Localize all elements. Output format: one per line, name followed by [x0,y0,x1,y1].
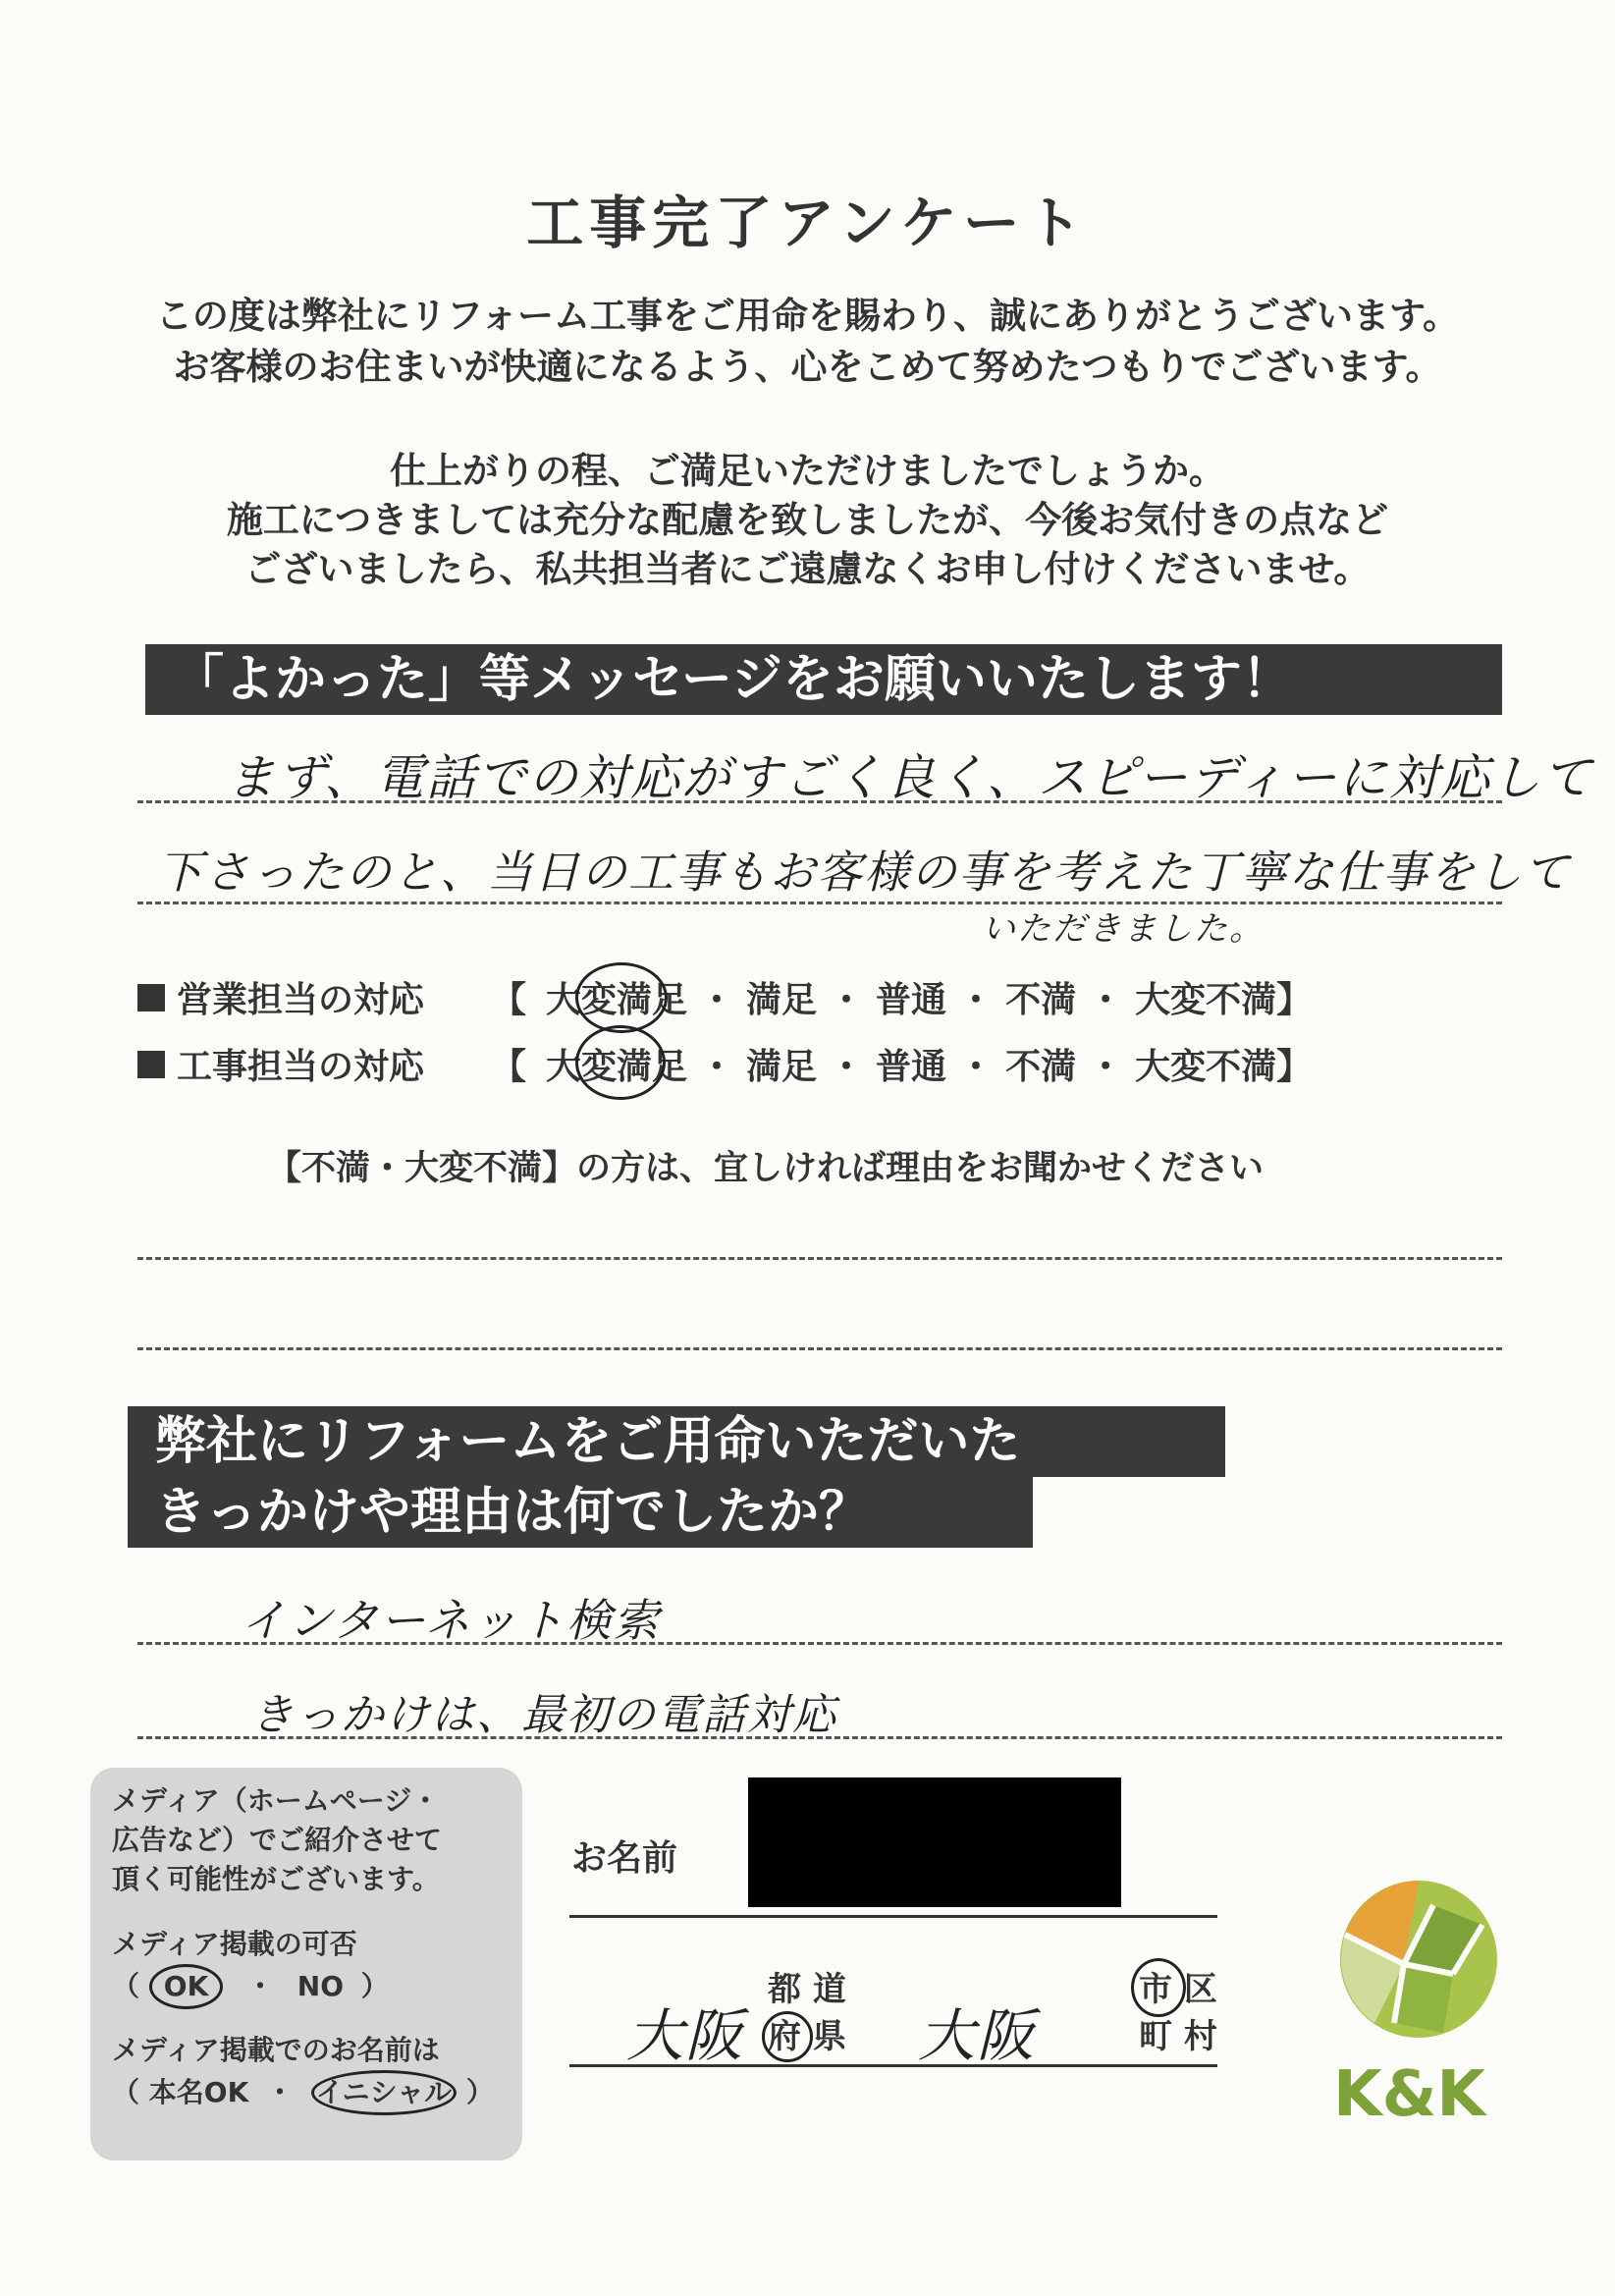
message-line-2 [137,902,1502,904]
intro-line-5: ございましたら、私共担当者にご遠慮なくお申し付けくださいませ。 [244,548,1371,590]
name-label: お名前 [571,1838,678,1879]
rating-sales-option-dissatisfied[interactable]: 不満 [1005,980,1077,1020]
name-underline[interactable] [569,1915,1217,1918]
media-text-3: 頂く可能性がございます。 [112,1863,440,1895]
media-text-2: 広告など）でご紹介させて [112,1824,443,1856]
reason-handwriting-1: インターネット検索 [241,1594,661,1647]
kk-logo-text: K&K [1333,2058,1485,2131]
rating-sales-option-very-dissatisfied[interactable]: 大変不満 [1135,980,1277,1020]
intro-line-1: この度は弊社にリフォーム工事をご用命を賜わり、誠にありがとうございます。 [155,295,1460,337]
complaint-prompt: 【不満・大変不満】の方は、宜しければ理由をお聞かせください [267,1149,1265,1188]
rating-construction-option-dissatisfied[interactable]: 不満 [1005,1047,1077,1087]
name-redacted [748,1777,1121,1907]
rating-sales-option-normal[interactable]: 普通 [876,980,947,1020]
bracket-close: 】 [1276,980,1313,1020]
intro-line-4: 施工につきましては充分な配慮を致しましたが、今後お気付きの点など [226,499,1389,541]
message-handwriting-3: いただきました。 [982,909,1265,949]
media-text-1: メディア（ホームページ・ [112,1784,440,1817]
bracket-open: 【 [491,1047,527,1087]
reason-line-2[interactable] [137,1736,1502,1739]
intro-line-3: 仕上がりの程、ご満足いただけましたでしょうか。 [390,450,1225,492]
media-name-label: メディア掲載でのお名前は [112,2034,440,2066]
selection-circle-icon [1131,1958,1186,2017]
rating-sales-label: 営業担当の対応 [177,980,425,1020]
rating-construction: 工事担当の対応 【 大変満足 ・ 満足 ・ 普通 ・ 不満 ・ 大変不満 】 [137,1039,1312,1089]
bracket-close: 】 [1276,1047,1313,1087]
message-handwriting-2: 下さったのと、当日の工事もお客様の事を考えた丁寧な仕事をして [157,846,1571,899]
complaint-line-2[interactable] [137,1347,1502,1350]
rating-construction-option-satisfied[interactable]: 満足 [746,1047,818,1087]
rating-sales-option-very-satisfied[interactable]: 大変満足 [546,972,687,1022]
message-handwriting-1: まず、電話での対応がすごく良く、スピーディーに対応して [226,749,1593,806]
selection-circle-icon [575,1025,666,1100]
media-consent-ok[interactable]: OK [149,1964,224,2009]
message-heading: 「よかった」等メッセージをお願いいたします！ [145,644,1502,715]
city-handwriting: 大阪 [918,2002,1037,2069]
selection-circle-icon [762,2011,813,2062]
rating-sales-option-satisfied[interactable]: 満足 [746,980,818,1020]
rating-construction-option-very-dissatisfied[interactable]: 大変不満 [1135,1047,1277,1087]
reason-heading-2: きっかけや理由は何でしたか？ [128,1477,1033,1548]
complaint-line-1[interactable] [137,1257,1502,1260]
media-name-options: （ 本名OK ・ イニシャル ） [112,2070,501,2115]
address-underline[interactable] [569,2064,1217,2067]
bullet-square-icon [137,984,165,1011]
intro-line-2: お客様のお住まいが快適になるよう、心をこめて努めたつもりでございます。 [173,346,1442,388]
bracket-open: 【 [491,980,527,1020]
prefecture-suffix: 都 道 府 県 [768,1966,846,2060]
bullet-square-icon [137,1051,165,1078]
reason-heading-1: 弊社にリフォームをご用命いただいた [128,1406,1225,1477]
media-consent-label: メディア掲載の可否 [112,1928,357,1960]
media-consent-options: （ OK ・ NO ） [112,1964,501,2009]
rating-construction-label: 工事担当の対応 [177,1047,425,1087]
selection-circle-icon [575,962,668,1033]
reason-handwriting-2: きっかけは、最初の電話対応 [250,1690,837,1740]
rating-sales: 営業担当の対応 【 大変満足 ・ 満足 ・ 普通 ・ 不満 ・ 大変不満 】 [137,972,1312,1022]
reason-line-1[interactable] [137,1642,1502,1645]
rating-construction-option-normal[interactable]: 普通 [876,1047,947,1087]
prefecture-handwriting: 大阪 [626,2002,745,2069]
kk-logo-icon [1335,1876,1502,2043]
city-suffix: 市 区 町 村 [1139,1966,1217,2060]
survey-title: 工事完了アンケート [526,190,1089,256]
media-name-initial[interactable]: イニシャル [311,2070,457,2115]
media-consent-no[interactable]: NO [296,1970,345,2002]
media-name-real[interactable]: 本名OK [148,2076,249,2108]
media-consent-box [90,1768,522,2160]
rating-construction-option-very-satisfied[interactable]: 大変満足 [546,1039,687,1089]
